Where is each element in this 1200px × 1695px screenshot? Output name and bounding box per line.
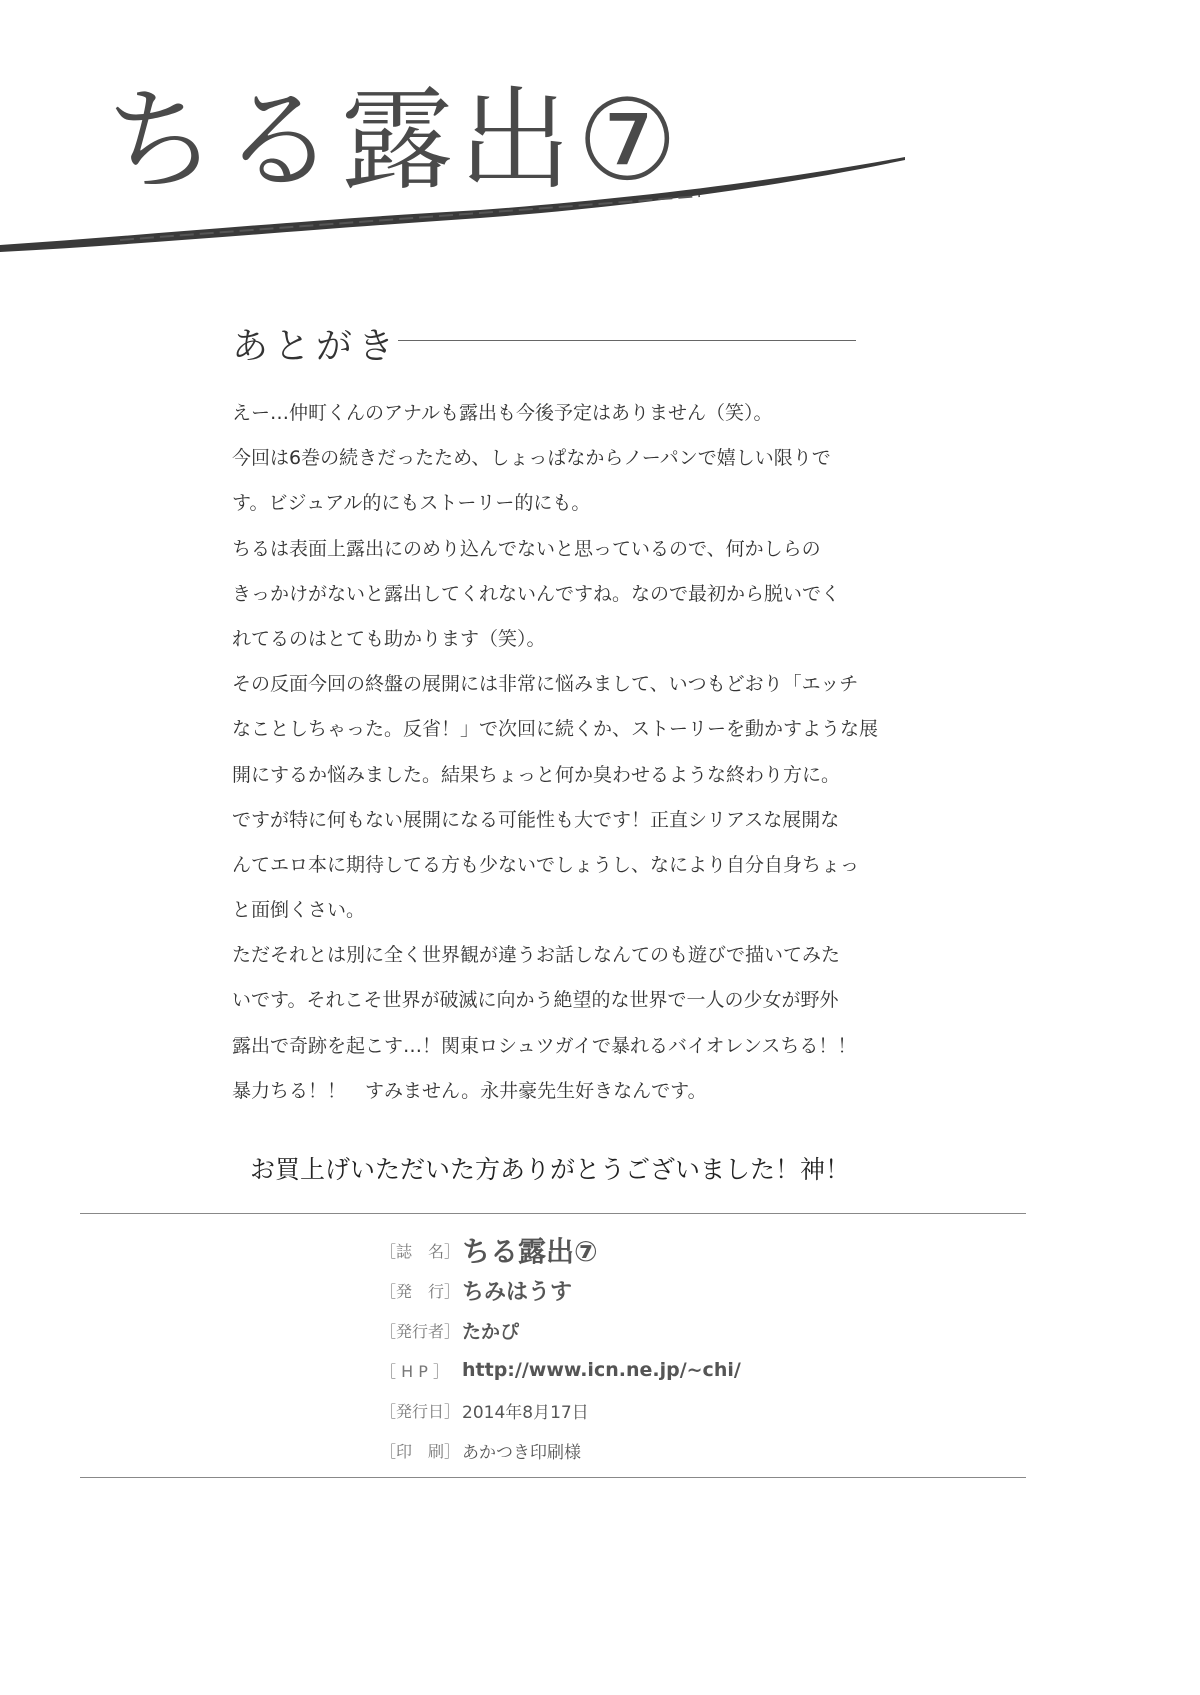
colophon-label: ［誌 名］ (380, 1241, 461, 1261)
colophon-label: ［発 行］ (380, 1281, 461, 1301)
page-title: ちる露出⑦ (105, 76, 684, 206)
body-line: んてエロ本に期待してる方も少ないでしょうし、なにより自分自身ちょっ (232, 853, 860, 876)
body-line: えー…仲町くんのアナルも露出も今後予定はありません（笑）。 (232, 402, 773, 424)
brush-stroke-divider (0, 140, 920, 260)
body-line: なことしちゃった。反省！」で次回に続くか、ストーリーを動かすような展 (232, 718, 879, 741)
colophon-row-date (380, 1390, 741, 1430)
colophon-label: ［ H P ］ (380, 1361, 449, 1381)
body-line: 露出で奇跡を起こす…！関東ロシュツガイで暴れるバイオレンスちる！！ (232, 1034, 857, 1057)
colophon-row-printer (380, 1430, 741, 1470)
colophon-top-rule (80, 1213, 1026, 1214)
body-line: と面倒くさい。 (232, 899, 366, 922)
colophon-bottom-rule (80, 1477, 1026, 1478)
colophon-row-author (380, 1310, 741, 1350)
colophon-row-publisher (380, 1270, 741, 1310)
body-line: いです。それこそ世界が破滅に向かう絶望的な世界で一人の少女が野外 (232, 989, 839, 1012)
body-line: す。ビジュアル的にもストーリー的にも。 (232, 492, 591, 515)
afterword-heading: あとがき (232, 326, 401, 367)
colophon-value: 2014年8月17日 (462, 1402, 589, 1423)
thanks-message: お買上げいただいた方ありがとうございました！神！ (249, 1155, 850, 1184)
body-line: ちるは表面上露出にのめり込んでないと思っているので、何かしらの (232, 537, 821, 560)
homepage-link[interactable]: http://www.icn.ne.jp/~chi/ (462, 1359, 741, 1381)
colophon-label: ［発行日］ (380, 1401, 461, 1421)
heading-rule (398, 340, 856, 341)
body-line: その反面今回の終盤の展開には非常に悩みまして、いつもどおり「エッチ (232, 673, 859, 696)
colophon-value: ちみはうす (462, 1279, 573, 1305)
colophon-row-homepage (380, 1350, 741, 1390)
body-line: ただそれとは別に全く世界観が違うお話しなんてのも遊びで描いてみた (232, 944, 841, 967)
colophon-label: ［印 刷］ (380, 1441, 461, 1461)
body-line: 今回は6巻の続きだったため、しょっぱなからノーパンで嬉しい限りで (232, 447, 831, 470)
body-line: れてるのはとても助かります（笑）。 (232, 627, 546, 650)
colophon-row-title (380, 1230, 741, 1270)
colophon-value: ちる露出⑦ (462, 1235, 598, 1268)
body-line: 開にするか悩みました。結果ちょっと何か臭わせるような終わり方に。 (232, 763, 841, 786)
body-line: ですが特に何もない展開になる可能性も大です！正直シリアスな展開な (232, 808, 840, 831)
body-line: 暴力ちる！！ すみません。永井豪先生好きなんです。 (232, 1079, 707, 1102)
afterword-body (232, 396, 879, 1119)
colophon-label: ［発行者］ (380, 1321, 461, 1341)
colophon-value: たかぴ (462, 1320, 520, 1343)
colophon-value: あかつき印刷様 (462, 1442, 581, 1463)
body-line: きっかけがないと露出してくれないんですね。なので最初から脱いでく (232, 582, 841, 605)
colophon (380, 1230, 741, 1470)
